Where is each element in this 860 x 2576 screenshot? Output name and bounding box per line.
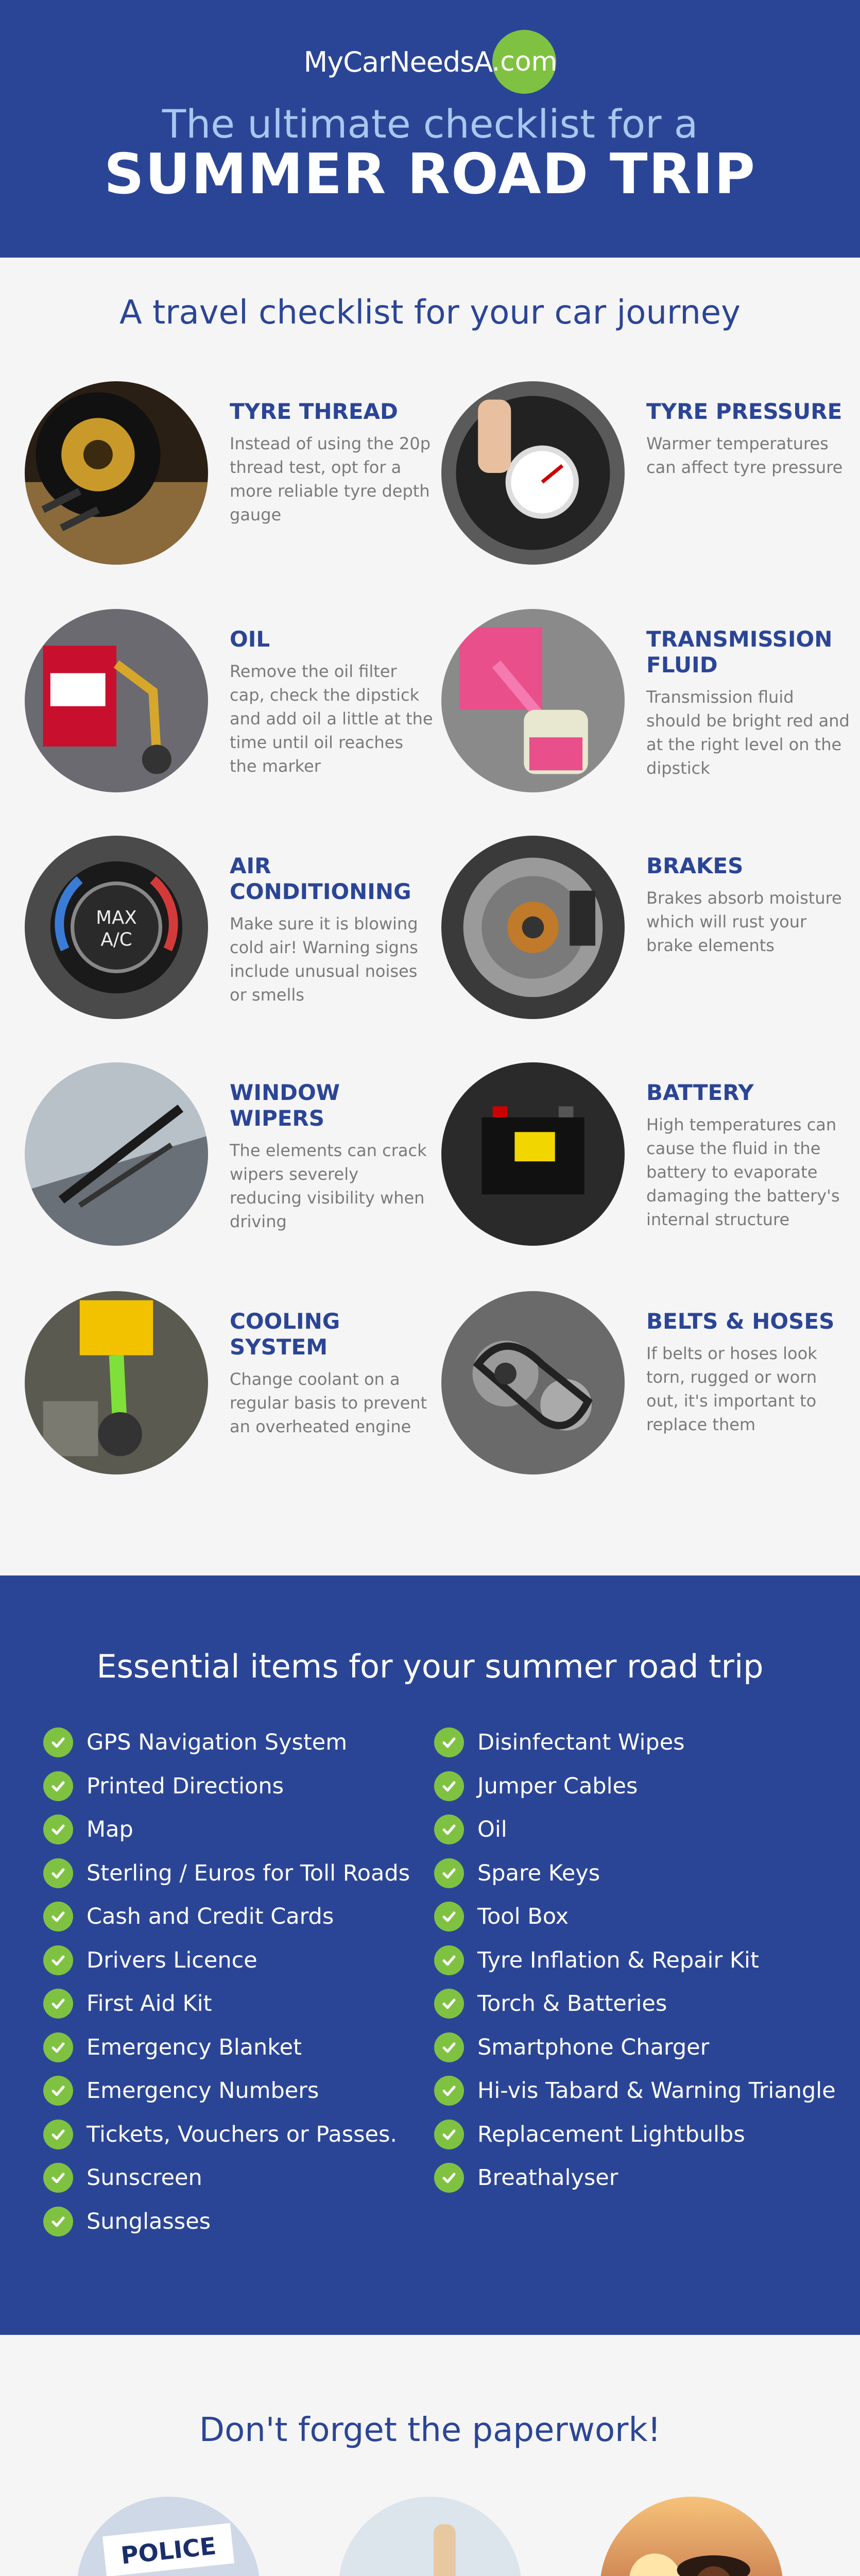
essentials-item-label: Spare Keys <box>477 1860 600 1886</box>
item-title: BRAKES <box>646 853 744 878</box>
essentials-list-item <box>43 1939 410 1982</box>
checklist-item-oil <box>25 609 437 805</box>
essentials-item-label: Oil <box>477 1817 507 1843</box>
paperwork-item-breakdown <box>296 2497 564 2576</box>
essentials-list-item <box>434 2069 836 2113</box>
item-title: BATTERY <box>646 1080 754 1105</box>
paperwork-item-police <box>35 2497 302 2576</box>
essentials-item-label: Hi-vis Tabard & Warning Triangle <box>477 2078 836 2104</box>
essentials-list-item <box>434 1895 836 1939</box>
checkmark-icon <box>434 1945 464 1975</box>
checkmark-icon <box>434 1815 464 1844</box>
header-subtitle: The ultimate checklist for a <box>162 101 698 147</box>
essentials-item-label: Cash and Credit Cards <box>87 1904 334 1930</box>
essentials-section <box>0 1575 860 2335</box>
header-title: SUMMER ROAD TRIP <box>104 142 756 207</box>
essentials-list-item <box>43 1765 410 1808</box>
battery-icon <box>441 1062 625 1246</box>
checklist-item-tyre-pressure <box>441 381 853 577</box>
checklist-item-cooling-system <box>25 1291 437 1487</box>
item-description: If belts or hoses look torn, rugged or worn out, it's important to replace them <box>646 1344 817 1434</box>
essentials-list-item <box>43 1852 410 1895</box>
essentials-list-item <box>43 2200 410 2244</box>
item-description: Instead of using the 20p thread test, opt for a more reliable tyre depth gauge <box>230 434 431 524</box>
essentials-list-left <box>43 1721 410 2243</box>
essentials-item-label: Emergency Blanket <box>87 2034 302 2060</box>
item-description: Make sure it is blowing cold air! Warning signs include unusual noises or smells <box>230 914 418 1005</box>
fluid-icon <box>441 609 625 792</box>
item-title: BELTS & HOSES <box>646 1309 835 1334</box>
checkmark-icon <box>434 1858 464 1888</box>
checklist-item-air-conditioning <box>25 836 437 1031</box>
header-banner <box>0 0 860 258</box>
essentials-list-item <box>434 1765 836 1808</box>
essentials-item-label: Sunglasses <box>87 2208 211 2234</box>
checkmark-icon <box>434 1771 464 1801</box>
checklist-item-tyre-thread <box>25 381 437 577</box>
essentials-item-label: Smartphone Charger <box>477 2034 710 2060</box>
ac-dial-icon <box>25 836 208 1019</box>
checkmark-icon <box>43 1727 73 1757</box>
checklist-item-transmission-fluid <box>441 609 853 805</box>
essentials-list-item <box>434 1852 836 1895</box>
item-description: Warmer temperatures can affect tyre pressure <box>646 434 843 477</box>
checkmark-icon <box>434 2032 464 2062</box>
coolant-icon <box>25 1291 208 1475</box>
essentials-title: Essential items for your summer road trip <box>96 1648 764 1685</box>
checkmark-icon <box>43 2032 73 2062</box>
essentials-list-item <box>434 2156 836 2200</box>
essentials-item-label: Tickets, Vouchers or Passes. <box>87 2121 398 2147</box>
essentials-list-item <box>434 2113 836 2157</box>
item-title: WINDOW WIPERS <box>230 1080 340 1131</box>
checkmark-icon <box>43 1945 73 1975</box>
pressure-gauge-icon <box>441 381 625 565</box>
logo-badge: .com <box>492 30 556 94</box>
warning-triangle-icon <box>338 2497 522 2576</box>
checkmark-icon <box>43 1858 73 1888</box>
item-title: TYRE PRESSURE <box>646 399 842 424</box>
site-logo[interactable] <box>0 30 860 94</box>
essentials-item-label: Disinfectant Wipes <box>477 1730 685 1756</box>
essentials-list-item <box>43 2156 410 2200</box>
item-title: COOLING SYSTEM <box>230 1309 340 1360</box>
checklist-item-window-wipers <box>25 1062 437 1258</box>
wiper-icon <box>25 1062 208 1246</box>
logo-text: MyCarNeedsA <box>303 45 493 78</box>
essentials-item-label: Jumper Cables <box>477 1773 638 1799</box>
paperwork-title: Don't forget the paperwork! <box>199 2411 661 2449</box>
essentials-item-label: Drivers Licence <box>87 1947 257 1973</box>
essentials-list-item <box>434 1939 836 1982</box>
checkmark-icon <box>43 1989 73 2019</box>
essentials-item-label: Replacement Lightbulbs <box>477 2121 745 2147</box>
checkmark-icon <box>43 2120 73 2149</box>
essentials-list-item <box>43 1982 410 2026</box>
essentials-item-label: Emergency Numbers <box>87 2078 319 2104</box>
essentials-item-label: Breathalyser <box>477 2165 618 2191</box>
essentials-item-label: Sunscreen <box>87 2165 202 2191</box>
checklist-item-belts-hoses <box>441 1291 853 1487</box>
checkmark-icon <box>43 1815 73 1844</box>
essentials-item-label: Printed Directions <box>87 1773 284 1799</box>
essentials-item-label: First Aid Kit <box>87 1991 212 2017</box>
essentials-item-label: GPS Navigation System <box>87 1730 348 1756</box>
essentials-list-item <box>43 2069 410 2113</box>
essentials-list-item <box>434 1808 836 1852</box>
item-description: High temperatures can cause the fluid in the battery to evaporate damaging the battery's internal structure <box>646 1115 840 1229</box>
checkmark-icon <box>434 2076 464 2106</box>
checkmark-icon <box>43 1902 73 1931</box>
oil-can-icon <box>25 609 208 792</box>
item-description: Brakes absorb moisture which will rust your brake elements <box>646 888 842 955</box>
essentials-list-right <box>434 1721 836 2200</box>
checkmark-icon <box>434 1902 464 1931</box>
essentials-list-item <box>43 2113 410 2157</box>
essentials-list-item <box>434 1721 836 1765</box>
essentials-list-item <box>43 1721 410 1765</box>
checklist-item-battery <box>441 1062 853 1258</box>
essentials-item-label: Tool Box <box>477 1904 569 1930</box>
checkmark-icon <box>434 2120 464 2149</box>
essentials-item-label: Map <box>87 1817 133 1843</box>
engine-belt-icon <box>441 1291 625 1475</box>
item-description: Transmission fluid should be bright red and at the right level on the dipstick <box>646 687 850 778</box>
essentials-item-label: Tyre Inflation & Repair Kit <box>477 1947 759 1973</box>
item-description: The elements can crack wipers severely reducing visibility when driving <box>230 1141 427 1231</box>
essentials-item-label: Sterling / Euros for Toll Roads <box>87 1860 410 1886</box>
paperwork-item-insurance <box>558 2497 825 2576</box>
item-description: Remove the oil filter cap, check the dipstick and add oil a little at the time until oil reaches the marker <box>230 662 433 776</box>
essentials-item-label: Torch & Batteries <box>477 1991 667 2017</box>
checkmark-icon <box>43 1771 73 1801</box>
essentials-list-item <box>434 2026 836 2070</box>
checklist-item-brakes <box>441 836 853 1031</box>
sunset-driver-icon <box>600 2497 783 2576</box>
item-title: AIR CONDITIONING <box>230 853 411 904</box>
checkmark-icon <box>434 2163 464 2193</box>
svg-text:POLICE: POLICE <box>119 2532 218 2570</box>
checkmark-icon <box>43 2163 73 2193</box>
item-title: TYRE THREAD <box>230 399 398 424</box>
checkmark-icon <box>434 1727 464 1757</box>
essentials-list-item <box>43 1895 410 1939</box>
item-title: TRANSMISSION FLUID <box>646 626 833 677</box>
item-description: Change coolant on a regular basis to prevent an overheated engine <box>230 1369 427 1436</box>
checkmark-icon <box>43 2207 73 2236</box>
checklist-title: A travel checklist for your car journey <box>119 294 741 332</box>
item-title: OIL <box>230 626 270 652</box>
checkmark-icon <box>434 1989 464 2019</box>
checkmark-icon <box>43 2076 73 2106</box>
tyre-icon <box>25 381 208 565</box>
police-car-icon <box>77 2497 260 2576</box>
essentials-list-item <box>43 1808 410 1852</box>
essentials-list-item <box>434 1982 836 2026</box>
svg-text:MAX: MAX <box>96 907 137 928</box>
essentials-list-item <box>43 2026 410 2070</box>
svg-text:A/C: A/C <box>100 929 132 951</box>
brake-disc-icon <box>441 836 625 1019</box>
